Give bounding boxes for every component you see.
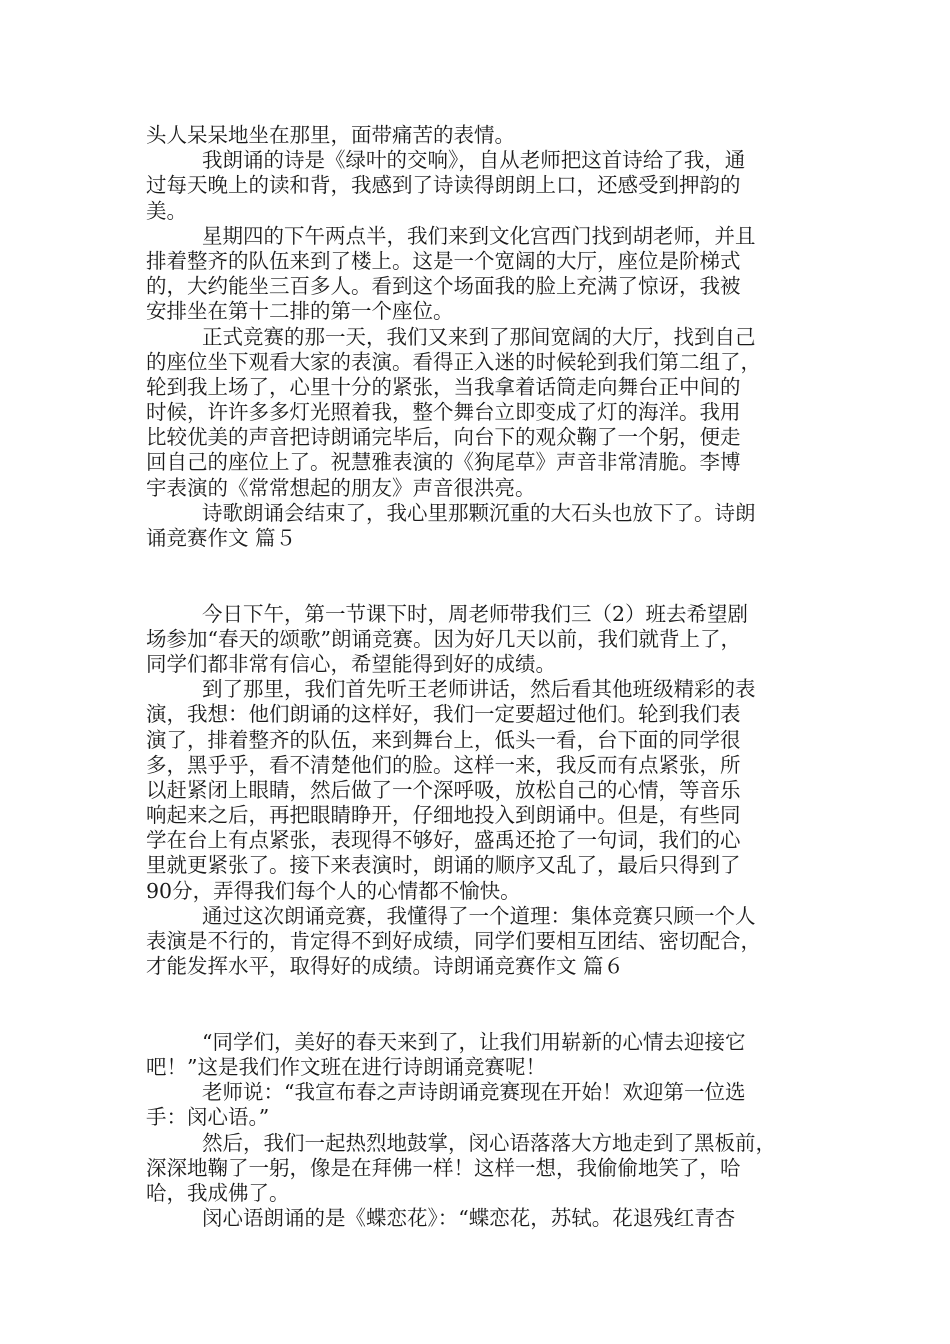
paragraph-start-line: 诗歌朗诵会结束了，我心里那颗沉重的大石头也放下了。诗朗	[202, 500, 756, 525]
text-line: 表演是不行的，肯定得不到好成绩，同学们要相互团结、密切配合，	[146, 929, 761, 954]
text-line: 里就更紧张了。接下来表演时，朗诵的顺序又乱了，最后只得到了	[146, 853, 741, 878]
text-line: 安排坐在第十二排的第一个座位。	[146, 299, 454, 324]
text-line: 头人呆呆地坐在那里，面带痛苦的表情。	[146, 123, 515, 147]
paragraph-start-line: 到了那里，我们首先听王老师讲话，然后看其他班级精彩的表	[202, 677, 756, 702]
text-line: 场参加“春天的颂歌”朗诵竞赛。因为好几天以前，我们就背上了，	[146, 626, 741, 651]
section-heading-line: 才能发挥水平，取得好的成绩。诗朗诵竞赛作文 篇６	[146, 954, 625, 979]
text-line: 演，我想：他们朗诵的这样好，我们一定要超过他们。轮到我们表	[146, 702, 741, 727]
paragraph-start-line: 老师说：“我宣布春之声诗朗诵竞赛现在开始！欢迎第一位选	[202, 1080, 746, 1105]
text-line: 美。	[146, 198, 187, 223]
paragraph-start-line: 正式竞赛的那一天，我们又来到了那间宽阔的大厅，找到自己	[202, 324, 756, 349]
text-line: 的座位坐下观看大家的表演。看得正入迷的时候轮到我们第二组了，	[146, 349, 761, 374]
text-line: 多，黑乎乎，看不清楚他们的脸。这样一来，我反而有点紧张，所	[146, 752, 741, 777]
paragraph-start-line: 星期四的下午两点半，我们来到文化宫西门找到胡老师，并且	[202, 223, 756, 248]
text-line: 同学们都非常有信心，希望能得到好的成绩。	[146, 651, 556, 676]
text-line: 排着整齐的队伍来到了楼上。这是一个宽阔的大厅，座位是阶梯式	[146, 248, 741, 273]
text-line: 的，大约能坐三百多人。看到这个场面我的脸上充满了惊讶，我被	[146, 274, 741, 299]
text-line: 过每天晚上的读和背，我感到了诗读得朗朗上口，还感受到押韵的	[146, 173, 741, 198]
text-line: 以赶紧闭上眼睛，然后做了一个深呼吸，放松自己的心情，等音乐	[146, 777, 741, 802]
text-line: 轮到我上场了，心里十分的紧张，当我拿着话筒走向舞台正中间的	[146, 374, 741, 399]
document-body	[146, 123, 818, 1231]
text-line: 90分，弄得我们每个人的心情都不愉快。	[146, 878, 521, 903]
text-line: 宇表演的《常常想起的朋友》声音很洪亮。	[146, 475, 536, 500]
paragraph-start-line: “同学们，美好的春天来到了，让我们用崭新的心情去迎接它	[202, 1029, 746, 1054]
text-line: 比较优美的声音把诗朗诵完毕后，向台下的观众鞠了一个躬，便走	[146, 425, 741, 450]
paragraph-start-line: 我朗诵的诗是《绿叶的交响》，自从老师把这首诗给了我，通	[202, 148, 746, 173]
paragraph-start-line: 闵心语朗诵的是《蝶恋花》：“蝶恋花，苏轼。花退残红青杏	[202, 1206, 736, 1231]
text-line: 手：闵心语。”	[146, 1105, 270, 1130]
paragraph-start-line: 通过这次朗诵竞赛，我懂得了一个道理：集体竞赛只顾一个人	[202, 903, 756, 928]
text-line: 哈，我成佛了。	[146, 1180, 290, 1205]
section-heading-line: 诵竞赛作文 篇５	[146, 526, 297, 550]
text-line: 回自己的座位上了。祝慧雅表演的《狗尾草》声音非常清脆。李博	[146, 450, 741, 475]
text-line: 深深地鞠了一躬，像是在拜佛一样！这样一想，我偷偷地笑了，哈	[146, 1155, 741, 1180]
text-line: 吧！”这是我们作文班在进行诗朗诵竞赛呢！	[146, 1054, 546, 1079]
text-line: 演了，排着整齐的队伍，来到舞台上，低头一看，台下面的同学很	[146, 727, 741, 752]
paragraph-start-line: 然后，我们一起热烈地鼓掌，闵心语落落大方地走到了黑板前，	[202, 1130, 776, 1155]
text-line: 学在台上有点紧张，表现得不够好，盛禹还抢了一句词，我们的心	[146, 828, 741, 853]
section-spacer	[146, 979, 818, 1029]
section-spacer	[146, 551, 818, 601]
text-line: 响起来之后，再把眼睛睁开，仔细地投入到朗诵中。但是，有些同	[146, 803, 741, 828]
paragraph-start-line: 今日下午，第一节课下时，周老师带我们三（2）班去希望剧	[202, 601, 749, 626]
text-line: 时候，许许多多灯光照着我，整个舞台立即变成了灯的海洋。我用	[146, 400, 741, 425]
